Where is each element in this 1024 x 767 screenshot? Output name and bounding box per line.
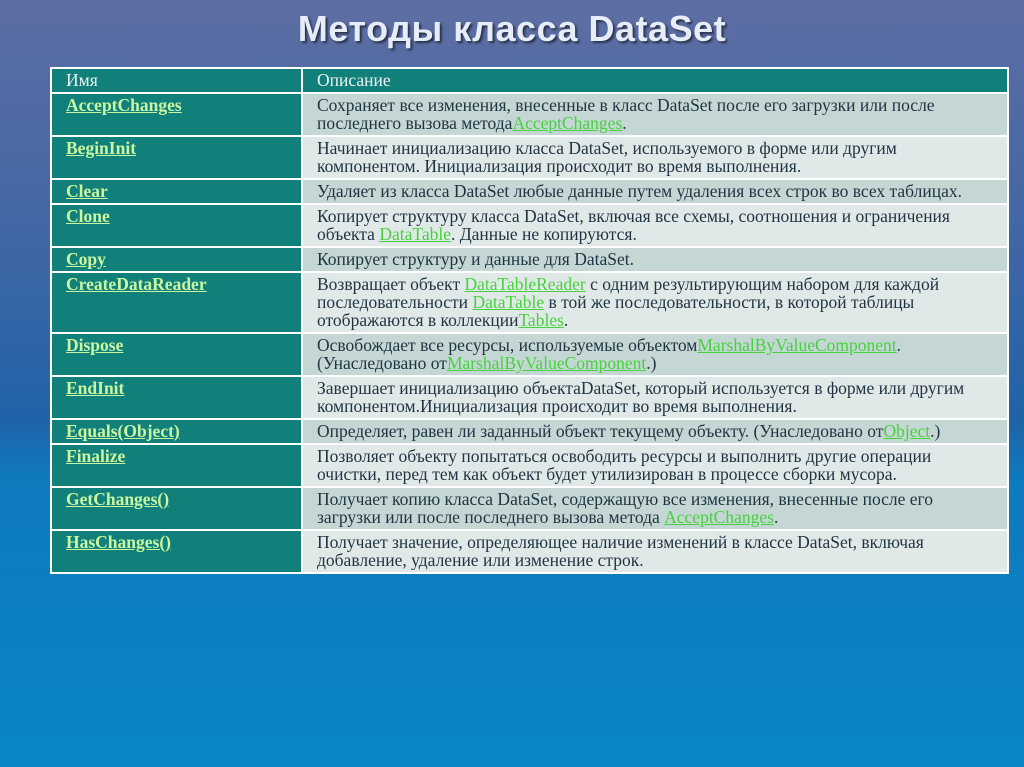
inline-reference-link[interactable]: AcceptChanges xyxy=(664,507,774,527)
method-description-cell xyxy=(302,179,1008,204)
method-link[interactable]: AcceptChanges xyxy=(66,95,182,115)
table-row xyxy=(51,136,1008,179)
description-text: Завершает инициализацию объектаDataSet, который используется в форме или другим компонентом.Инициализация происходит во время выполнения. xyxy=(317,378,965,416)
table-row xyxy=(51,93,1008,136)
description-text: .) xyxy=(930,421,941,441)
page-title: Методы класса DataSet xyxy=(297,8,727,49)
table-row xyxy=(51,204,1008,247)
method-description-cell xyxy=(302,444,1008,487)
table-row xyxy=(51,419,1008,444)
inline-reference-link[interactable]: DataTableReader xyxy=(464,274,586,294)
methods-table xyxy=(50,67,1009,574)
description-text: Определяет, равен ли заданный объект текущему объекту. (Унаследовано от xyxy=(317,421,884,441)
description-text: . Данные не копируются. xyxy=(450,224,637,244)
method-description-cell xyxy=(302,204,1008,247)
description-text: Освобождает все ресурсы, используемые объектом xyxy=(317,335,698,355)
description-text: с одним результирующим набором для каждой последовательности xyxy=(317,274,940,312)
method-name-cell xyxy=(51,93,302,136)
table-row xyxy=(51,179,1008,204)
method-name-cell xyxy=(51,376,302,419)
description-text: Удаляет из класса DataSet любые данные путем удаления всех строк во всех таблицах. xyxy=(317,181,963,201)
method-link[interactable]: Clone xyxy=(66,206,110,226)
method-link[interactable]: Dispose xyxy=(66,335,124,355)
method-description-cell xyxy=(302,419,1008,444)
table-row xyxy=(51,247,1008,272)
method-link[interactable]: BeginInit xyxy=(66,138,137,158)
method-name-cell xyxy=(51,530,302,573)
description-text: Копирует структуру и данные для DataSet. xyxy=(317,249,634,269)
inline-reference-link[interactable]: AcceptChanges xyxy=(512,113,623,133)
inline-reference-link[interactable]: Tables xyxy=(518,310,564,330)
inline-reference-link[interactable]: MarshalByValueComponent xyxy=(446,353,647,373)
method-link[interactable]: GetChanges() xyxy=(66,489,170,509)
description-text: Получает копию класса DataSet, содержащую все изменения, внесенные после его загрузки или после последнего вызова метода xyxy=(317,489,934,527)
method-description-cell xyxy=(302,376,1008,419)
method-link[interactable]: EndInit xyxy=(66,378,125,398)
description-text: Сохраняет все изменения, внесенные в класс DataSet после его загрузки или после последнего вызова метода xyxy=(317,95,935,133)
method-name-cell xyxy=(51,487,302,530)
description-text: Копирует структуру класса DataSet, включая все схемы, соотношения и ограничения объекта xyxy=(317,206,950,244)
description-text: . xyxy=(563,310,569,330)
description-text: .(Унаследовано от xyxy=(317,335,902,373)
description-text: Возвращает объект xyxy=(317,274,465,294)
inline-reference-link[interactable]: DataTable xyxy=(379,224,451,244)
method-name-cell xyxy=(51,419,302,444)
method-link[interactable]: HasChanges() xyxy=(66,532,172,552)
inline-reference-link[interactable]: DataTable xyxy=(472,292,545,312)
table-row xyxy=(51,376,1008,419)
description-text: Позволяет объекту попытаться освободить ресурсы и выполнить другие операции очистки, перед тем как объект будет утилизирован в процессе сборки мусора. xyxy=(317,446,932,484)
table-row xyxy=(51,272,1008,333)
method-description-cell xyxy=(302,487,1008,530)
table-row xyxy=(51,444,1008,487)
method-name-cell xyxy=(51,333,302,376)
method-name-cell xyxy=(51,204,302,247)
method-link[interactable]: Copy xyxy=(66,249,106,269)
method-name-cell xyxy=(51,247,302,272)
table-row xyxy=(51,487,1008,530)
description-text: Начинает инициализацию класса DataSet, используемого в форме или другим компонентом. Инициализация происходит во время выполнения. xyxy=(317,138,897,176)
description-text: . xyxy=(622,113,627,133)
method-name-cell xyxy=(51,136,302,179)
table-row xyxy=(51,530,1008,573)
method-description-cell xyxy=(302,247,1008,272)
method-description-cell xyxy=(302,272,1008,333)
description-text: .) xyxy=(646,353,657,373)
method-name-cell xyxy=(51,179,302,204)
method-link[interactable]: Clear xyxy=(66,181,108,201)
method-link[interactable]: CreateDataReader xyxy=(66,274,207,294)
table-row xyxy=(51,333,1008,376)
description-text: . xyxy=(773,507,779,527)
method-description-cell xyxy=(302,93,1008,136)
column-header-description: Описание xyxy=(302,68,1008,93)
description-text: в той же последовательности, в которой таблицы отображаются в коллекции xyxy=(317,292,915,330)
method-description-cell xyxy=(302,136,1008,179)
inline-reference-link[interactable]: Object xyxy=(883,421,931,441)
method-name-cell xyxy=(51,272,302,333)
description-text: Получает значение, определяющее наличие изменений в классе DataSet, включая добавление, удаление или изменение строк. xyxy=(317,532,924,570)
method-name-cell xyxy=(51,444,302,487)
method-link[interactable]: Finalize xyxy=(66,446,126,466)
method-description-cell xyxy=(302,530,1008,573)
table-header-row xyxy=(51,68,1008,93)
inline-reference-link[interactable]: MarshalByValueComponent xyxy=(697,335,897,355)
method-link[interactable]: Equals(Object) xyxy=(66,421,180,441)
method-description-cell xyxy=(302,333,1008,376)
column-header-name: Имя xyxy=(51,68,302,93)
